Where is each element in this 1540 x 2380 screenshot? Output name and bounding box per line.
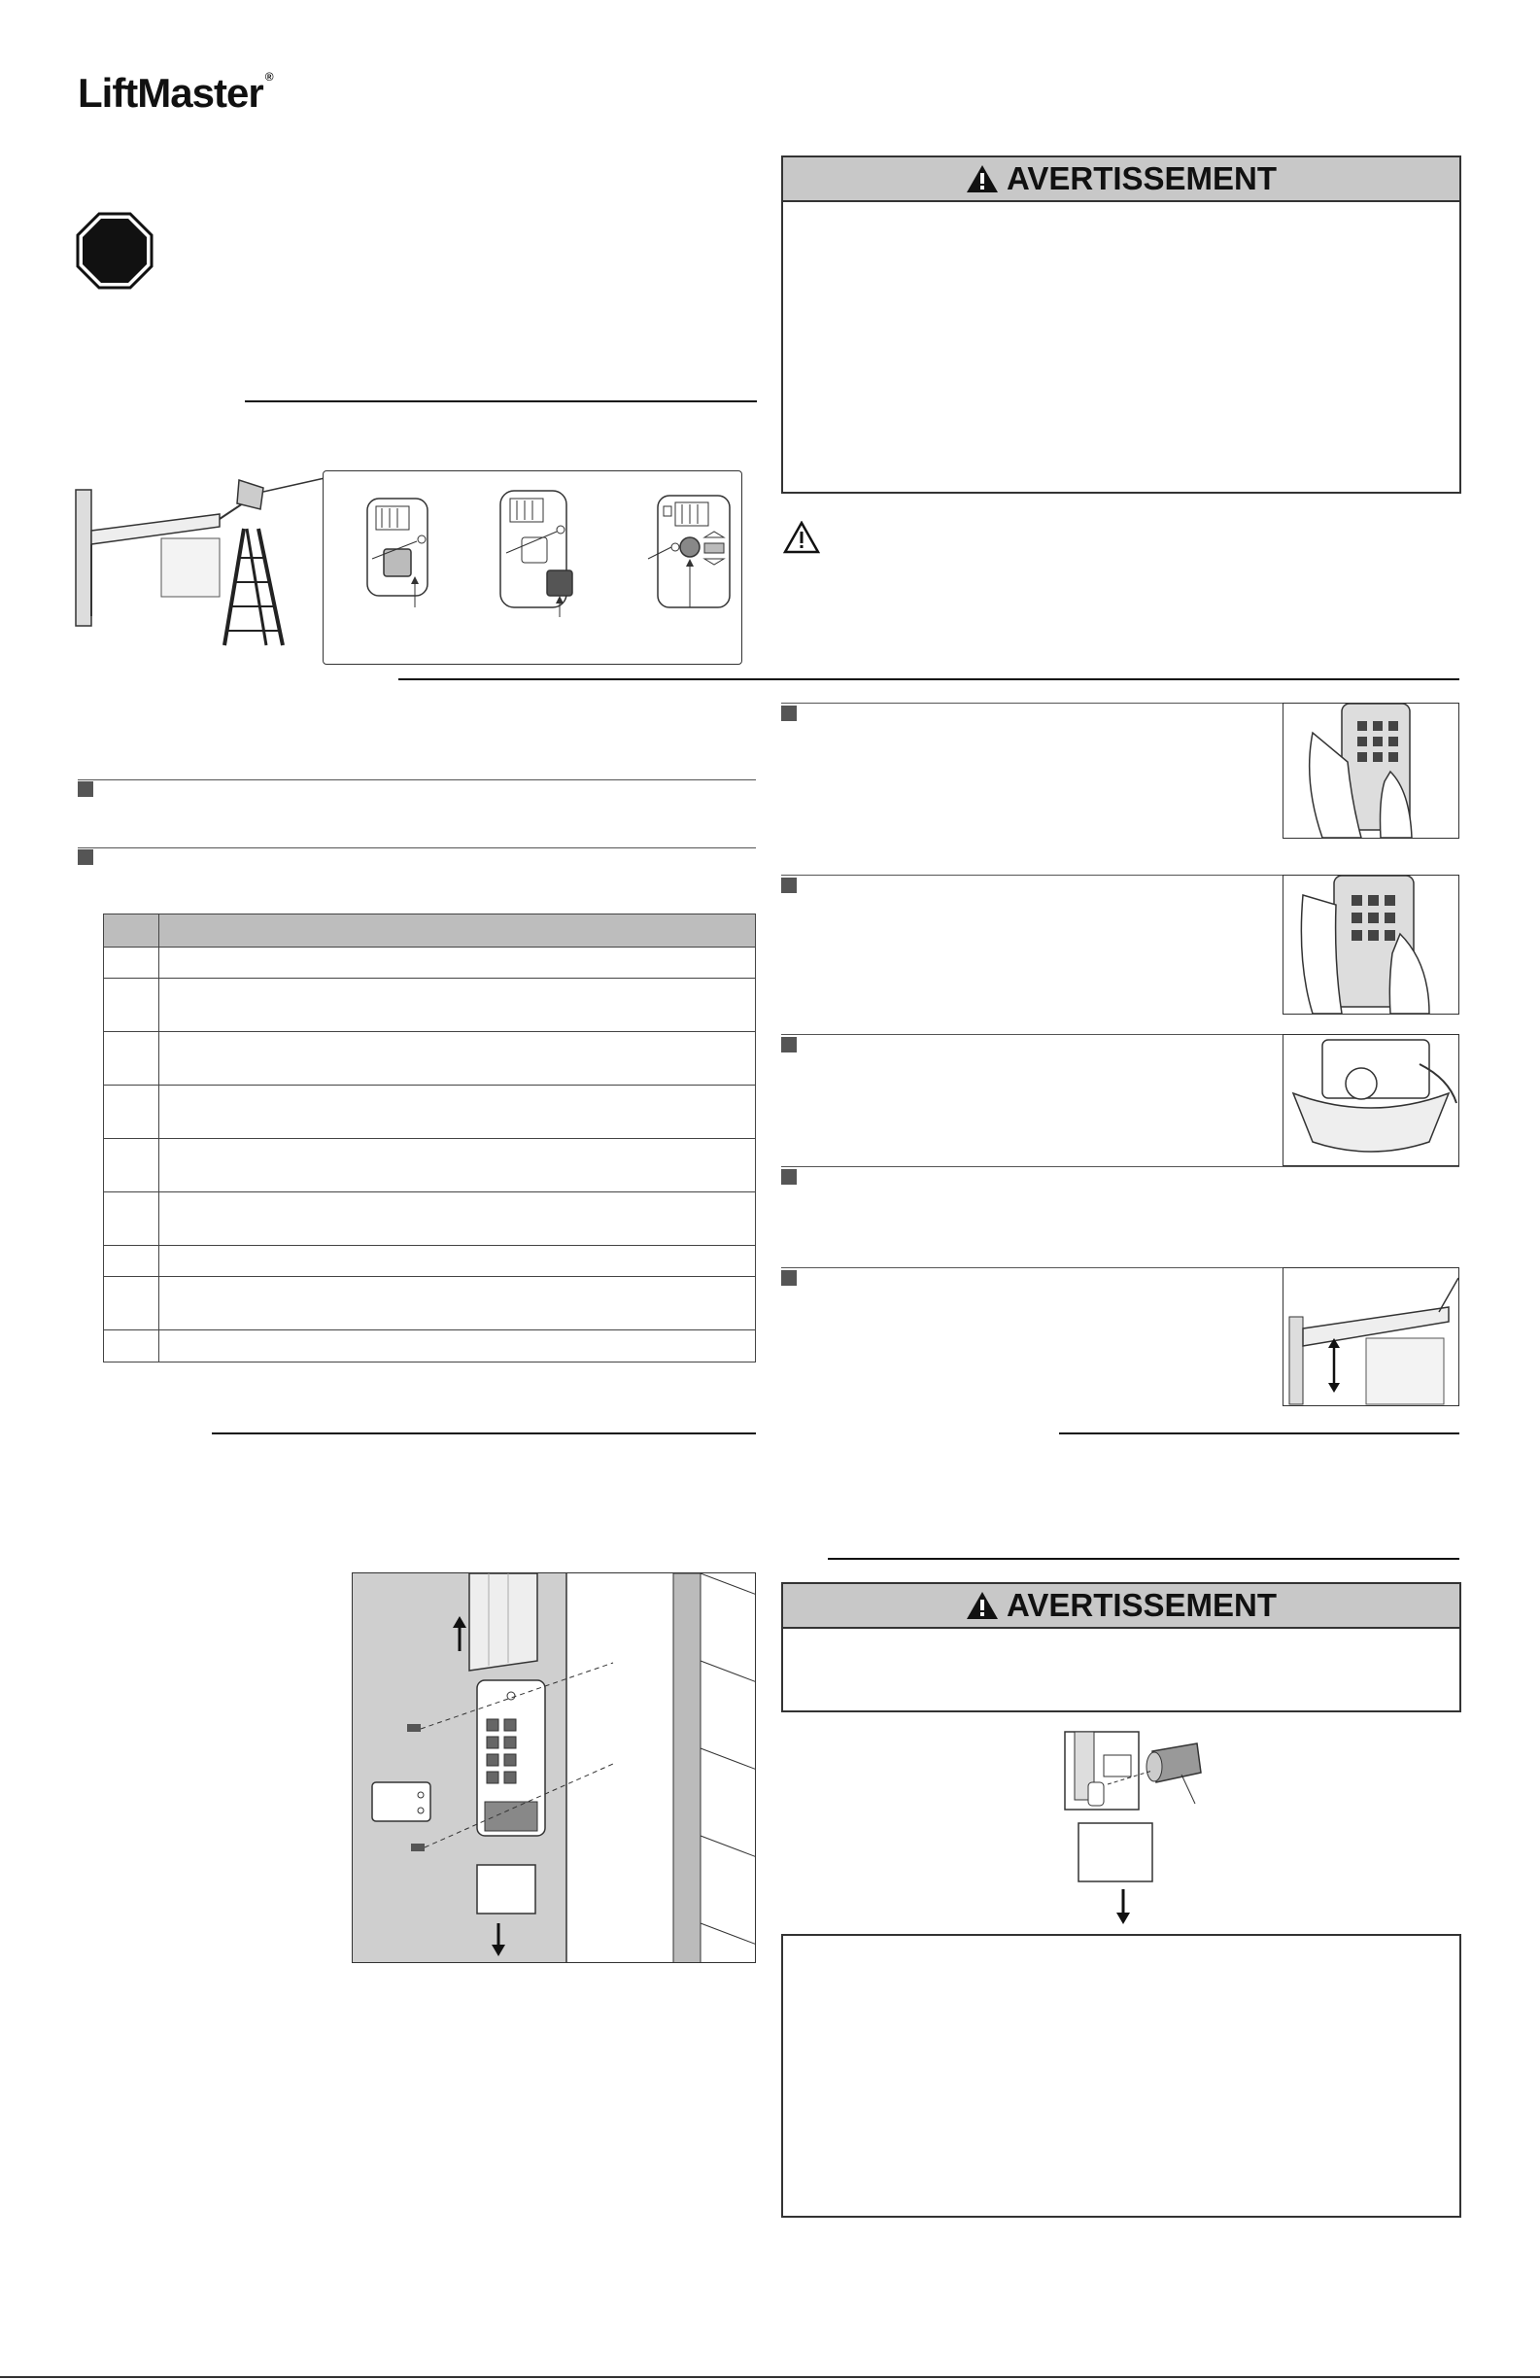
warning-header — [783, 1584, 1459, 1629]
battery-replacement-illustration — [1059, 1726, 1253, 1930]
warning-box-bottom — [781, 1582, 1461, 1712]
brand-logo — [78, 70, 273, 117]
battery-info-box — [781, 1934, 1461, 2218]
brand-logo-text: LiftMaster — [78, 70, 263, 116]
step-rule — [78, 779, 756, 780]
step-rule — [781, 1166, 1459, 1167]
warning-title: AVERTISSEMENT — [1006, 1587, 1278, 1623]
section-rule — [245, 400, 757, 402]
warning-triangle-icon — [966, 164, 999, 193]
step-marker-icon — [781, 1270, 797, 1286]
step-marker-icon — [781, 878, 797, 893]
opener-light-illustration — [1283, 1035, 1459, 1166]
warning-box-top — [781, 155, 1461, 494]
step-rule — [781, 703, 1283, 704]
keypad-press-illustration — [1283, 704, 1459, 839]
step-marker-icon — [781, 1169, 797, 1185]
keypad-enter-illustration — [1283, 876, 1459, 1015]
step-rule — [781, 875, 1283, 876]
warning-triangle-icon — [966, 1591, 999, 1620]
step-rule — [781, 1034, 1283, 1035]
step-marker-icon — [78, 849, 93, 865]
warning-header — [783, 157, 1459, 202]
learn-button-detail-panel — [323, 470, 742, 665]
step-marker-icon — [78, 781, 93, 797]
section-rule — [1059, 1432, 1459, 1434]
section-rule-wide — [398, 678, 1459, 680]
stop-sign-icon — [76, 212, 154, 290]
step-marker-icon — [781, 1037, 797, 1052]
section-rule — [828, 1558, 1459, 1560]
keypad-mounting-figure — [352, 1572, 756, 1963]
caution-triangle-icon — [783, 521, 820, 554]
keypad-hand-figure-2 — [1283, 875, 1459, 1015]
table-row — [104, 1086, 756, 1139]
table-row — [104, 1032, 756, 1086]
table-row — [104, 979, 756, 1032]
warning-title: AVERTISSEMENT — [1006, 160, 1278, 196]
table-row — [104, 1139, 756, 1192]
opener-light-figure — [1283, 1034, 1459, 1166]
garage-door-illustration — [1283, 1268, 1459, 1406]
footer-rule — [0, 2376, 1540, 2378]
table-header-row — [104, 914, 756, 948]
section-rule — [212, 1432, 756, 1434]
garage-door-test-figure — [1283, 1267, 1459, 1406]
table-row — [104, 1191, 756, 1245]
learn-button-diagrams — [324, 471, 742, 665]
garage-opener-illustration — [74, 470, 326, 655]
table-row — [104, 1277, 756, 1330]
keypad-mounting-illustration — [353, 1573, 756, 1963]
keypad-hand-figure-1 — [1283, 703, 1459, 839]
table-row — [104, 1330, 756, 1362]
step-rule — [781, 1267, 1283, 1268]
step-marker-icon — [781, 706, 797, 721]
registered-mark: ® — [264, 70, 273, 84]
codes-table — [103, 914, 756, 1362]
table-row — [104, 947, 756, 979]
table-row — [104, 1245, 756, 1277]
step-rule — [78, 847, 756, 848]
